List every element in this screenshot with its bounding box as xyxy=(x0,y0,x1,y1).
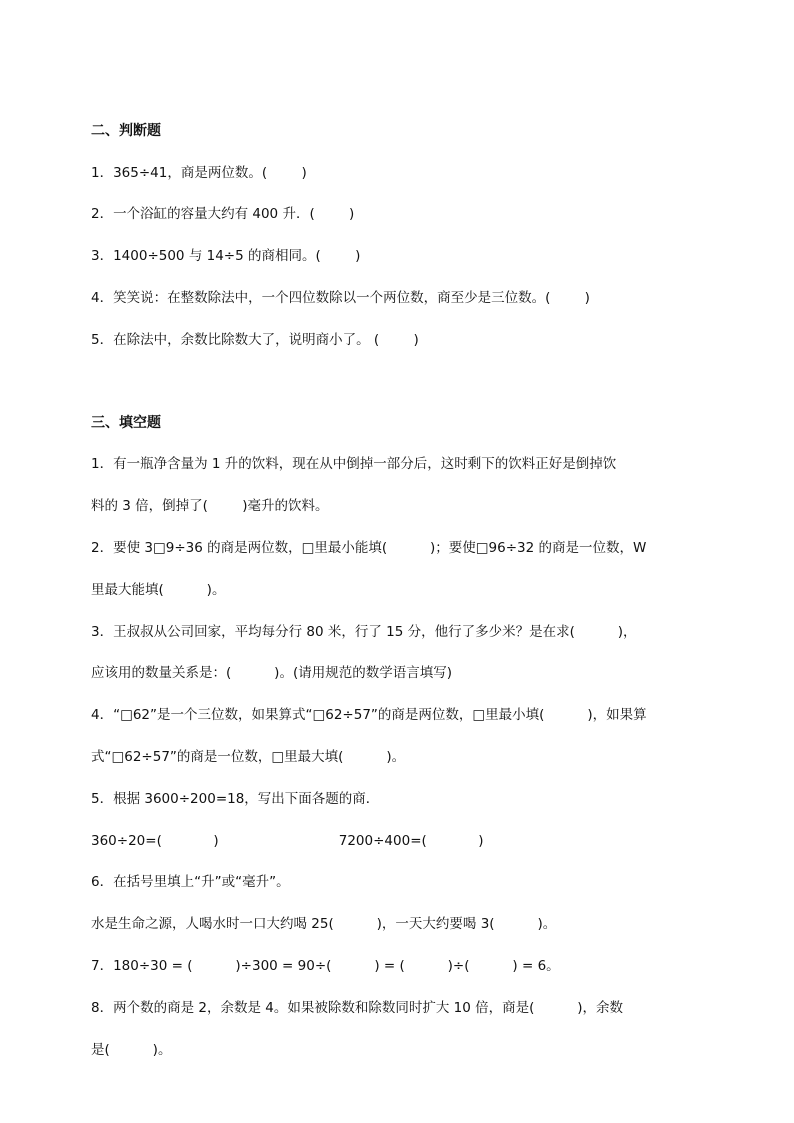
judgment-item-3: 3．1400÷500 与 14÷5 的商相同。( ) xyxy=(91,248,361,264)
fill-line-10: 360÷20=( ) 7200÷400=( ) xyxy=(91,833,484,849)
fill-line-8: 式“□62÷57”的商是一位数，□里最大填( )。 xyxy=(91,749,406,765)
fill-line-5: 3．王叔叔从公司回家，平均每分行 80 米，行了 15 分，他行了多少米？是在求( )， xyxy=(91,624,637,640)
fill-line-11: 6．在括号里填上“升”或“毫升”。 xyxy=(91,874,290,890)
fill-line-9: 5．根据 3600÷200=18，写出下面各题的商． xyxy=(91,791,380,807)
judgment-item-5: 5．在除法中，余数比除数大了，说明商小了。 ( ) xyxy=(91,332,419,348)
judgment-item-1: 1．365÷41，商是两位数。( ) xyxy=(91,165,307,181)
fill-line-2: 料的 3 倍，倒掉了( )毫升的饮料。 xyxy=(91,498,329,514)
fill-line-6: 应该用的数量关系是：( )。(请用规范的数学语言填写) xyxy=(91,665,452,681)
section-3-heading: 三、填空题 xyxy=(91,415,161,431)
fill-line-3: 2．要使 3□9÷36 的商是两位数，□里最小能填( )；要使□96÷32 的商是一位数，W xyxy=(91,540,647,556)
fill-line-7: 4．“□62”是一个三位数，如果算式“□62÷57”的商是两位数，□里最小填( )，如果算 xyxy=(91,707,647,723)
fill-line-1: 1．有一瓶净含量为 1 升的饮料，现在从中倒掉一部分后，这时剩下的饮料正好是倒掉饮 xyxy=(91,456,617,472)
fill-line-12: 水是生命之源，人喝水时一口大约喝 25( )，一天大约要喝 3( )。 xyxy=(91,916,557,932)
section-2-heading: 二、判断题 xyxy=(91,123,161,139)
fill-line-4: 里最大能填( )。 xyxy=(91,582,226,598)
judgment-item-4: 4．笑笑说：在整数除法中，一个四位数除以一个两位数，商至少是三位数。( ) xyxy=(91,290,590,306)
fill-line-13: 7．180÷30 = ( )÷300 = 90÷( ) = ( )÷( ) = 6。 xyxy=(91,958,560,974)
fill-line-14: 8．两个数的商是 2，余数是 4。如果被除数和除数同时扩大 10 倍，商是( )，余数 xyxy=(91,1000,624,1016)
judgment-item-2: 2．一个浴缸的容量大约有 400 升．( ) xyxy=(91,206,355,222)
fill-line-15: 是( )。 xyxy=(91,1042,172,1058)
